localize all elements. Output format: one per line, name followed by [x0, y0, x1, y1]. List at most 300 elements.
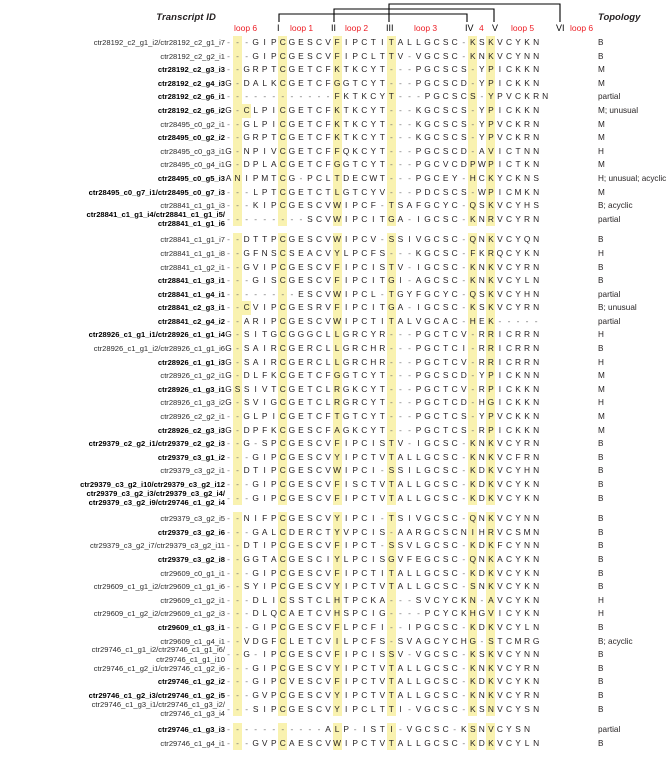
residue: L — [370, 50, 376, 61]
residue: K — [468, 301, 477, 315]
residue: V — [379, 689, 386, 700]
residue: E — [298, 703, 304, 714]
alignment-row-spacer — [0, 716, 667, 723]
residue: T — [387, 288, 396, 302]
residue: - — [462, 676, 466, 687]
residue: D — [478, 465, 485, 476]
residue: V — [486, 723, 495, 737]
residue: - — [408, 50, 411, 61]
residue: C — [433, 662, 440, 673]
residue: N — [533, 234, 540, 245]
residue: C — [361, 513, 368, 524]
residue: N — [243, 513, 250, 524]
residue: K — [343, 91, 349, 102]
transcript-id-label: ctr29609_c1_g3_i1 — [157, 622, 225, 632]
residue: F — [515, 451, 521, 462]
residue: K — [486, 478, 495, 492]
residue: - — [408, 383, 411, 394]
residue: F — [325, 118, 331, 129]
alignment-row — [0, 158, 667, 172]
residue: I — [344, 513, 348, 524]
residue: K — [468, 492, 477, 506]
residue: R — [252, 132, 259, 143]
residue: S — [442, 465, 449, 476]
residue: A — [307, 247, 313, 258]
residue: D — [478, 492, 485, 503]
residue: C — [451, 343, 458, 354]
residue: C — [433, 132, 440, 143]
residue: - — [387, 63, 396, 77]
residue: S — [433, 724, 440, 735]
residue: K — [468, 662, 477, 676]
residue: C — [361, 315, 368, 326]
residue: S — [442, 492, 449, 503]
residue: T — [387, 675, 396, 689]
residue: - — [408, 64, 411, 75]
residue: C — [315, 288, 323, 299]
residue: A — [270, 159, 277, 170]
topology-value: B — [598, 466, 604, 476]
residue: C — [505, 213, 512, 224]
residue: I — [245, 172, 248, 183]
residue: I — [263, 649, 266, 660]
residue: T — [443, 397, 449, 408]
residue: T — [379, 50, 385, 61]
topology-value: M — [598, 160, 605, 170]
residue: G — [424, 424, 431, 435]
residue: C — [361, 438, 368, 449]
residue: G — [387, 213, 396, 227]
residue: Y — [515, 302, 521, 313]
residue: C — [278, 199, 287, 213]
residue: H — [524, 288, 531, 299]
residue: - — [462, 247, 466, 258]
residue: - — [408, 118, 411, 129]
residue: K — [524, 159, 530, 170]
residue: Y — [479, 104, 485, 115]
residue: V — [379, 676, 386, 687]
residue: Y — [506, 724, 512, 735]
residue: - — [245, 662, 249, 673]
residue: S — [307, 689, 313, 700]
residue: G — [424, 635, 431, 646]
residue: - — [245, 275, 249, 286]
residue: G — [225, 159, 232, 170]
residue: T — [370, 737, 376, 748]
residue: T — [379, 411, 385, 422]
residue: S — [307, 513, 313, 524]
residue: S — [533, 172, 539, 183]
residue: S — [307, 540, 313, 551]
residue: C — [315, 159, 323, 170]
residue: Y — [515, 608, 521, 619]
residue: G — [468, 635, 477, 649]
residue: - — [227, 703, 230, 714]
residue: C — [278, 186, 287, 200]
residue: R — [352, 356, 359, 367]
residue: C — [433, 676, 440, 687]
residue: S — [442, 513, 449, 524]
residue: L — [407, 689, 412, 700]
residue: R — [524, 451, 531, 462]
residue: F — [333, 301, 342, 315]
residue: V — [460, 356, 467, 367]
residue: S — [233, 383, 242, 397]
residue: L — [524, 275, 530, 286]
marker-i: I — [277, 23, 280, 33]
residue: T — [271, 64, 277, 75]
residue: V — [497, 200, 503, 211]
residue: K — [486, 553, 495, 567]
residue: T — [307, 159, 313, 170]
residue: A — [379, 594, 386, 605]
residue: G — [424, 479, 431, 489]
residue: A — [397, 492, 404, 503]
residue: Y — [479, 132, 485, 143]
residue: F — [406, 553, 413, 564]
residue: E — [298, 635, 304, 646]
residue: S — [270, 275, 277, 286]
residue: P — [352, 608, 358, 619]
residue: N — [533, 540, 540, 551]
residue: N — [533, 288, 540, 299]
residue: T — [387, 199, 396, 213]
transcript-id-label: ctr28841_c2_g3_i1 — [157, 303, 225, 313]
topology-value: H — [598, 146, 604, 156]
residue: G — [387, 274, 396, 288]
residue: C — [315, 479, 323, 489]
residue: P — [415, 172, 422, 183]
residue: - — [233, 369, 242, 383]
residue: C — [315, 689, 323, 700]
transcript-id-label: ctr29379_c3_g2_i3/ctr29379_c3_g2_i4/ ctr29379_c3_g2_i9/ctr29746_c1_g2_i4 — [86, 488, 225, 508]
residue: P — [486, 186, 495, 200]
residue: C — [505, 540, 512, 551]
residue: K — [486, 464, 495, 478]
residue: G — [288, 186, 296, 197]
residue: I — [468, 526, 477, 540]
residue: - — [468, 328, 477, 342]
residue: I — [381, 315, 384, 326]
alignment-row — [0, 580, 667, 594]
residue: G — [424, 451, 431, 462]
residue: I — [263, 703, 266, 714]
residue: V — [261, 383, 268, 394]
residue: S — [442, 540, 449, 551]
residue: L — [370, 703, 376, 714]
residue: - — [498, 315, 502, 326]
topology-value: B — [598, 38, 604, 47]
residue: A — [397, 315, 404, 326]
transcript-id-label: ctr29609_c1_g1_i2/ctr29609_c1_g1_i6 — [93, 582, 225, 592]
alignment-row — [0, 662, 667, 676]
residue: G — [333, 369, 342, 383]
residue: - — [380, 540, 384, 551]
residue: D — [343, 172, 350, 183]
residue: C — [505, 37, 512, 47]
residue: I — [498, 343, 502, 354]
residue: G — [243, 411, 250, 422]
residue: - — [227, 118, 230, 129]
transcript-id-label: ctr29609_c1_g4_i1 — [160, 636, 225, 646]
residue: T — [387, 50, 396, 64]
residue: T — [379, 397, 385, 408]
residue: - — [227, 411, 230, 422]
residue: A — [252, 77, 259, 88]
residue: - — [233, 131, 242, 145]
residue: C — [451, 553, 458, 564]
residue: D — [243, 465, 250, 476]
residue: N — [533, 343, 540, 354]
residue: S — [479, 302, 485, 313]
residue: P — [270, 37, 277, 47]
residue: F — [333, 437, 342, 451]
residue: C — [433, 315, 440, 326]
residue: - — [233, 648, 242, 662]
residue: - — [387, 383, 396, 397]
marker-v: V — [492, 23, 499, 33]
residue: C — [451, 608, 458, 619]
residue: S — [307, 649, 313, 660]
transcript-id-label: ctr28841_c1_g4_i1 — [157, 289, 225, 299]
alignment-row — [0, 645, 667, 664]
residue: I — [387, 723, 396, 737]
residue: C — [278, 261, 287, 275]
residue: - — [299, 213, 303, 224]
residue: N — [478, 581, 485, 592]
residue: R — [524, 302, 531, 313]
residue: I — [498, 370, 502, 381]
sequence-row — [224, 437, 541, 451]
residue: C — [278, 301, 287, 315]
residue: C — [278, 131, 287, 145]
transcript-id-label: ctr29379_c3_g1_i2 — [157, 452, 225, 462]
residue: T — [370, 492, 376, 503]
residue: - — [290, 213, 294, 224]
residue: S — [397, 465, 404, 476]
residue: H — [468, 607, 477, 621]
residue: C — [451, 526, 458, 537]
residue: T — [352, 77, 358, 88]
residue: - — [233, 50, 242, 64]
residue: C — [278, 648, 287, 662]
residue: V — [497, 492, 503, 503]
residue: P — [270, 649, 277, 660]
residue: R — [270, 343, 277, 354]
residue: P — [486, 131, 495, 145]
residue: C — [361, 479, 368, 489]
alignment-row — [0, 63, 667, 77]
residue: N — [524, 172, 531, 183]
residue: K — [524, 397, 530, 408]
residue: N — [533, 275, 540, 286]
residue: P — [415, 145, 422, 156]
alignment-row — [0, 90, 667, 104]
residue: I — [381, 37, 384, 47]
residue: Q — [468, 288, 477, 302]
residue: V — [397, 649, 404, 660]
residue: G — [424, 315, 431, 326]
residue: - — [227, 288, 230, 299]
residue: C — [278, 63, 287, 77]
topology-value: B — [598, 514, 604, 524]
residue: G — [288, 50, 296, 61]
residue: N — [533, 302, 540, 313]
residue: D — [460, 370, 467, 381]
residue: C — [451, 465, 458, 476]
residue: C — [361, 383, 368, 394]
residue: N — [533, 356, 540, 367]
residue: C — [278, 607, 287, 621]
residue: S — [307, 492, 313, 503]
transcript-id-label: ctr28926_c1_g1_i1/ctr28926_c1_g1_i4 — [88, 330, 225, 340]
transcript-id-label: ctr29379_c3_g2_i8 — [157, 554, 225, 564]
residue: E — [298, 356, 304, 367]
residue: G — [243, 261, 250, 272]
residue: S — [442, 64, 449, 75]
residue: P — [352, 689, 358, 700]
residue: S — [379, 526, 386, 537]
residue: N — [533, 703, 540, 714]
topology-value: M — [598, 187, 605, 197]
residue: G — [288, 118, 296, 129]
residue: C — [361, 261, 368, 272]
residue: C — [278, 689, 287, 703]
residue: D — [243, 370, 250, 381]
residue: C — [433, 186, 440, 197]
residue: Q — [523, 234, 531, 245]
residue: V — [325, 37, 331, 47]
residue: C — [278, 478, 287, 492]
residue: W — [333, 233, 342, 247]
residue: W — [333, 464, 342, 478]
residue: P — [270, 567, 277, 578]
residue: - — [227, 553, 230, 564]
residue: - — [387, 410, 396, 424]
residue: I — [263, 315, 266, 326]
residue: - — [245, 213, 249, 224]
residue: A — [243, 315, 250, 326]
residue: I — [344, 492, 348, 503]
residue: - — [387, 369, 396, 383]
residue: K — [486, 261, 495, 275]
residue: C — [361, 581, 368, 592]
residue: L — [262, 608, 268, 619]
residue: A — [479, 145, 485, 156]
residue: H — [333, 594, 342, 608]
residue: T — [370, 689, 376, 700]
residue: H — [468, 315, 477, 329]
residue: R — [524, 356, 531, 367]
residue: R — [333, 383, 342, 397]
residue: C — [278, 342, 287, 356]
residue: G — [288, 200, 296, 211]
residue: Y — [370, 370, 377, 381]
residue: R — [352, 397, 359, 408]
residue: S — [468, 580, 477, 594]
residue: G — [225, 397, 232, 408]
residue: V — [497, 37, 503, 47]
residue: K — [479, 247, 485, 258]
residue: G — [288, 356, 296, 367]
residue: V — [379, 186, 386, 197]
residue: G — [288, 397, 296, 408]
residue: - — [245, 451, 249, 462]
residue: - — [387, 77, 396, 91]
residue: A — [397, 37, 404, 47]
residue: F — [333, 90, 342, 104]
residue: G — [288, 234, 296, 245]
residue: F — [262, 424, 268, 435]
residue: S — [515, 526, 521, 537]
residue: - — [462, 689, 466, 700]
sequence-row — [224, 36, 541, 50]
residue: - — [399, 145, 402, 156]
residue: - — [462, 451, 466, 462]
alignment-row — [0, 675, 667, 689]
residue: C — [451, 479, 458, 489]
residue: T — [387, 492, 396, 506]
residue: - — [462, 737, 466, 748]
residue: - — [233, 356, 242, 370]
residue: T — [387, 689, 396, 703]
residue: K — [486, 539, 495, 553]
residue: P — [307, 172, 313, 183]
residue: C — [315, 649, 323, 660]
residue: - — [233, 199, 242, 213]
residue: N — [533, 567, 540, 578]
residue: V — [325, 213, 331, 224]
residue: T — [352, 186, 358, 197]
residue: T — [271, 383, 277, 394]
residue: F — [262, 513, 268, 524]
residue: G — [424, 159, 431, 170]
residue: - — [468, 396, 477, 410]
residue: Y — [370, 77, 377, 88]
residue: A — [415, 275, 422, 286]
residue: V — [415, 513, 422, 524]
residue: E — [298, 397, 304, 408]
residue: C — [433, 479, 440, 489]
residue: F — [415, 200, 422, 211]
residue: T — [387, 567, 396, 581]
residue: P — [352, 275, 358, 286]
residue: N — [533, 247, 540, 258]
residue: P — [468, 158, 477, 172]
residue: T — [370, 676, 376, 687]
residue: I — [344, 200, 348, 211]
residue: - — [408, 247, 411, 258]
residue: C — [361, 567, 368, 578]
residue: C — [451, 370, 458, 381]
residue: V — [325, 234, 331, 245]
residue: V — [325, 315, 331, 326]
residue: T — [379, 118, 385, 129]
residue: L — [253, 118, 258, 129]
residue: C — [505, 356, 512, 367]
residue: - — [233, 689, 242, 703]
sequence-row — [224, 383, 541, 397]
residue: I — [344, 37, 348, 47]
residue: C — [514, 91, 522, 102]
alignment-row — [0, 488, 667, 508]
residue: R — [306, 343, 313, 354]
residue: T — [370, 479, 376, 489]
residue: V — [379, 737, 386, 748]
residue: - — [399, 104, 402, 115]
residue: G — [424, 567, 431, 578]
residue: G — [424, 172, 431, 183]
